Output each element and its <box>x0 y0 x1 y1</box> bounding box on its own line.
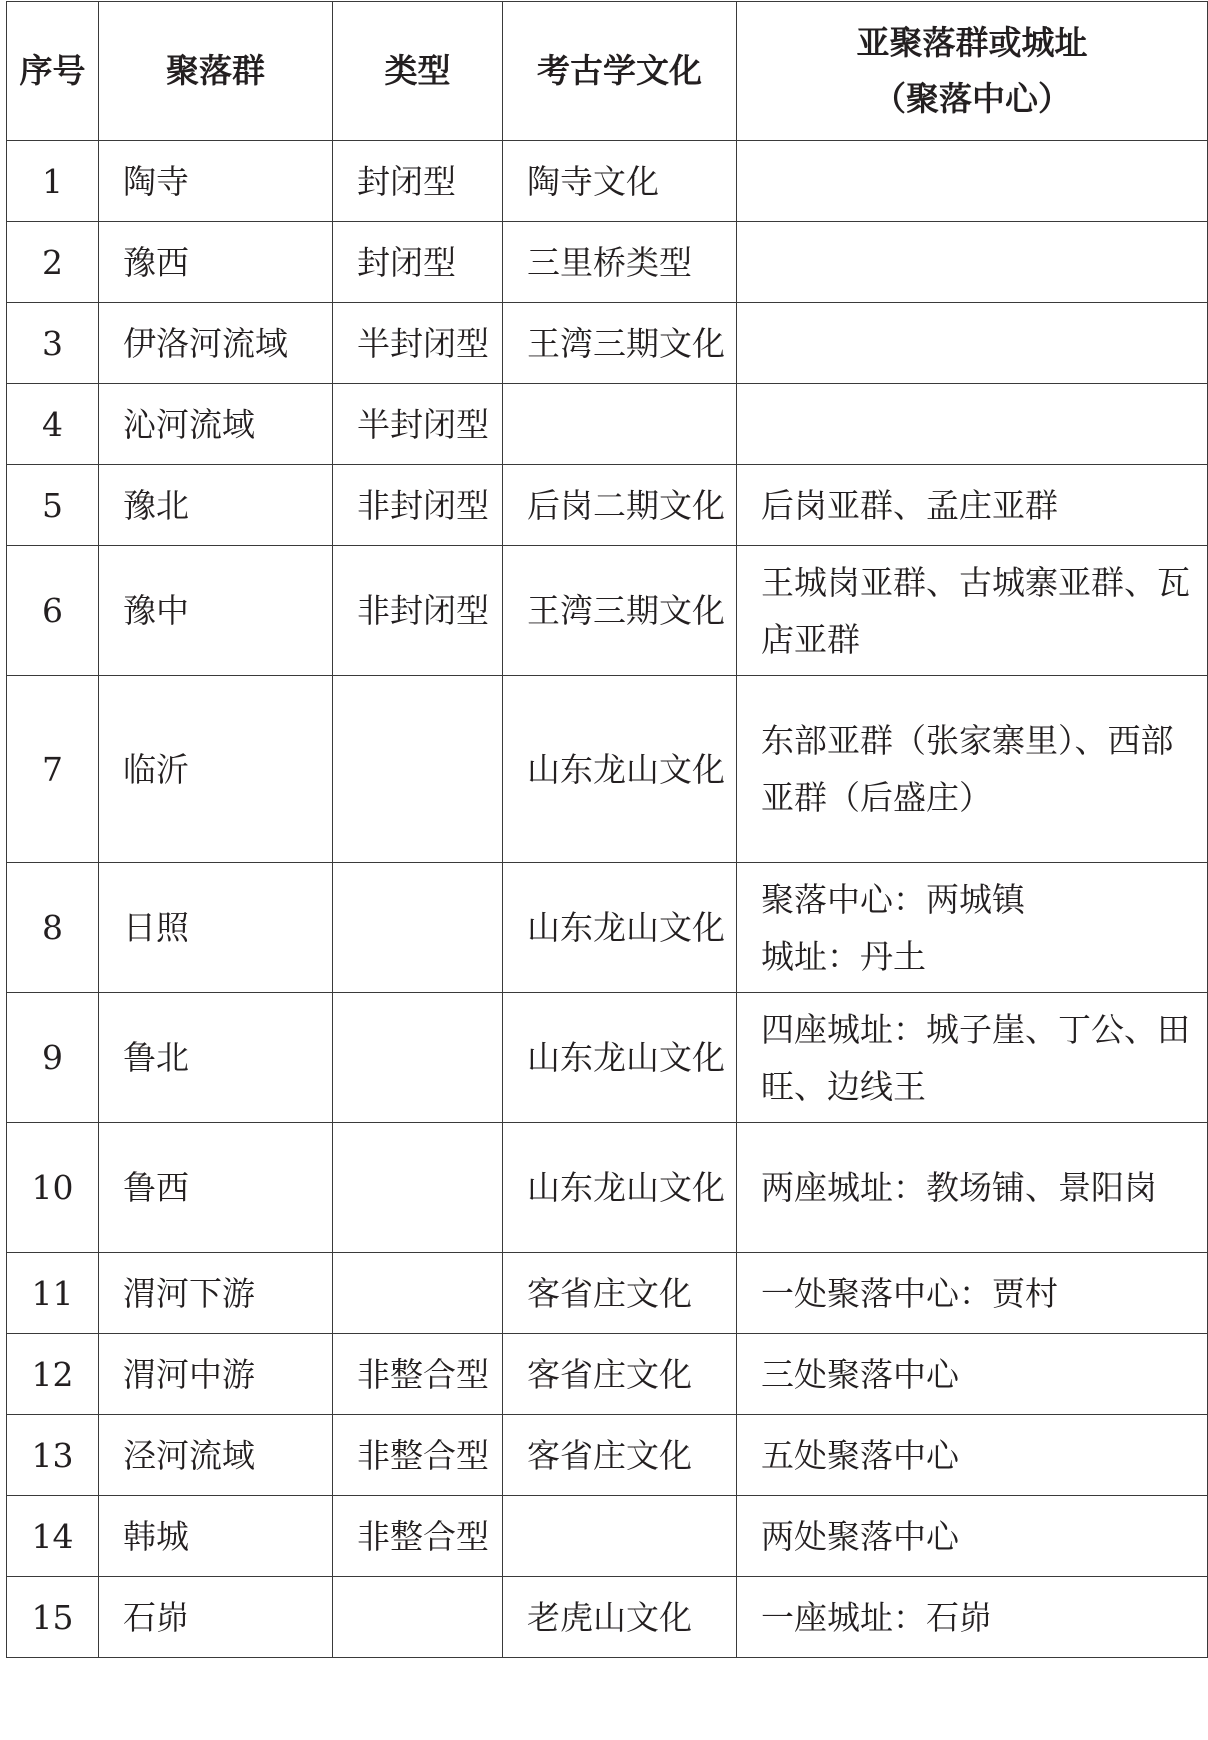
cell-culture: 山东龙山文化 <box>503 1123 737 1253</box>
cell-type: 非整合型 <box>333 1334 503 1415</box>
table-row <box>7 546 1208 676</box>
cell-sub-group: 两处聚落中心 <box>737 1496 1208 1577</box>
cell-sub-group <box>737 222 1208 303</box>
table-row <box>7 384 1208 465</box>
cell-no: 15 <box>7 1577 99 1658</box>
cell-culture: 王湾三期文化 <box>503 546 737 676</box>
cell-no: 9 <box>7 993 99 1123</box>
cell-sub-group: 聚落中心：两城镇 城址：丹土 <box>737 863 1208 993</box>
table-row <box>7 1577 1208 1658</box>
cell-culture: 客省庄文化 <box>503 1334 737 1415</box>
cell-no: 3 <box>7 303 99 384</box>
cell-group: 石峁 <box>99 1577 333 1658</box>
header-no: 序号 <box>7 2 99 141</box>
cell-no: 8 <box>7 863 99 993</box>
cell-culture: 王湾三期文化 <box>503 303 737 384</box>
cell-group: 鲁西 <box>99 1123 333 1253</box>
cell-culture: 后岗二期文化 <box>503 465 737 546</box>
cell-group: 日照 <box>99 863 333 993</box>
table-row <box>7 465 1208 546</box>
table-row <box>7 676 1208 863</box>
cell-no: 14 <box>7 1496 99 1577</box>
header-culture: 考古学文化 <box>503 2 737 141</box>
cell-type: 半封闭型 <box>333 384 503 465</box>
cell-sub-group: 后岗亚群、孟庄亚群 <box>737 465 1208 546</box>
cell-type: 半封闭型 <box>333 303 503 384</box>
cell-no: 12 <box>7 1334 99 1415</box>
cell-no: 13 <box>7 1415 99 1496</box>
cell-culture: 三里桥类型 <box>503 222 737 303</box>
cell-type <box>333 1577 503 1658</box>
cell-sub-group: 三处聚落中心 <box>737 1334 1208 1415</box>
table-row <box>7 303 1208 384</box>
header-type: 类型 <box>333 2 503 141</box>
cell-culture: 山东龙山文化 <box>503 993 737 1123</box>
cell-group: 陶寺 <box>99 141 333 222</box>
cell-group: 豫西 <box>99 222 333 303</box>
table-row <box>7 1415 1208 1496</box>
cell-no: 7 <box>7 676 99 863</box>
table-row <box>7 1123 1208 1253</box>
table-container <box>6 1 1208 1658</box>
cell-culture: 山东龙山文化 <box>503 676 737 863</box>
table-header <box>7 2 1208 141</box>
cell-culture: 客省庄文化 <box>503 1253 737 1334</box>
cell-type <box>333 1123 503 1253</box>
cell-type <box>333 863 503 993</box>
settlement-groups-table <box>6 1 1208 1658</box>
header-sub-group-line1: 亚聚落群或城址 <box>856 23 1088 62</box>
cell-type <box>333 993 503 1123</box>
table-row <box>7 1253 1208 1334</box>
header-group: 聚落群 <box>99 2 333 141</box>
cell-no: 6 <box>7 546 99 676</box>
cell-group: 渭河中游 <box>99 1334 333 1415</box>
cell-group: 韩城 <box>99 1496 333 1577</box>
cell-type: 非封闭型 <box>333 546 503 676</box>
cell-sub-group: 一座城址：石峁 <box>737 1577 1208 1658</box>
cell-type: 封闭型 <box>333 222 503 303</box>
table-row <box>7 1496 1208 1577</box>
header-sub-group-line2: （聚落中心） <box>873 79 1071 118</box>
cell-group: 豫北 <box>99 465 333 546</box>
cell-no: 4 <box>7 384 99 465</box>
cell-sub-group: 两座城址：教场铺、景阳岗 <box>737 1123 1208 1253</box>
cell-type <box>333 676 503 863</box>
cell-type: 非整合型 <box>333 1415 503 1496</box>
header-sub-group <box>737 2 1208 141</box>
cell-type: 非封闭型 <box>333 465 503 546</box>
table-body <box>7 141 1208 1658</box>
cell-culture: 客省庄文化 <box>503 1415 737 1496</box>
cell-sub-group: 四座城址：城子崖、丁公、田旺、边线王 <box>737 993 1208 1123</box>
cell-sub-group <box>737 303 1208 384</box>
cell-no: 10 <box>7 1123 99 1253</box>
cell-culture: 陶寺文化 <box>503 141 737 222</box>
cell-no: 5 <box>7 465 99 546</box>
cell-sub-group: 一处聚落中心：贾村 <box>737 1253 1208 1334</box>
cell-type: 封闭型 <box>333 141 503 222</box>
cell-group: 豫中 <box>99 546 333 676</box>
cell-culture <box>503 1496 737 1577</box>
cell-culture <box>503 384 737 465</box>
cell-sub-group <box>737 384 1208 465</box>
cell-no: 1 <box>7 141 99 222</box>
cell-sub-group: 五处聚落中心 <box>737 1415 1208 1496</box>
table-row <box>7 993 1208 1123</box>
table-row <box>7 863 1208 993</box>
cell-sub-group: 王城岗亚群、古城寨亚群、瓦店亚群 <box>737 546 1208 676</box>
cell-type: 非整合型 <box>333 1496 503 1577</box>
header-row <box>7 2 1208 141</box>
cell-type <box>333 1253 503 1334</box>
cell-culture: 老虎山文化 <box>503 1577 737 1658</box>
cell-group: 渭河下游 <box>99 1253 333 1334</box>
cell-culture: 山东龙山文化 <box>503 863 737 993</box>
cell-no: 11 <box>7 1253 99 1334</box>
table-row <box>7 141 1208 222</box>
cell-group: 泾河流域 <box>99 1415 333 1496</box>
cell-group: 伊洛河流域 <box>99 303 333 384</box>
table-row <box>7 1334 1208 1415</box>
table-row <box>7 222 1208 303</box>
cell-sub-group <box>737 141 1208 222</box>
cell-group: 鲁北 <box>99 993 333 1123</box>
cell-sub-group: 东部亚群（张家寨里）、西部亚群（后盛庄） <box>737 676 1208 863</box>
cell-no: 2 <box>7 222 99 303</box>
cell-group: 临沂 <box>99 676 333 863</box>
cell-group: 沁河流域 <box>99 384 333 465</box>
